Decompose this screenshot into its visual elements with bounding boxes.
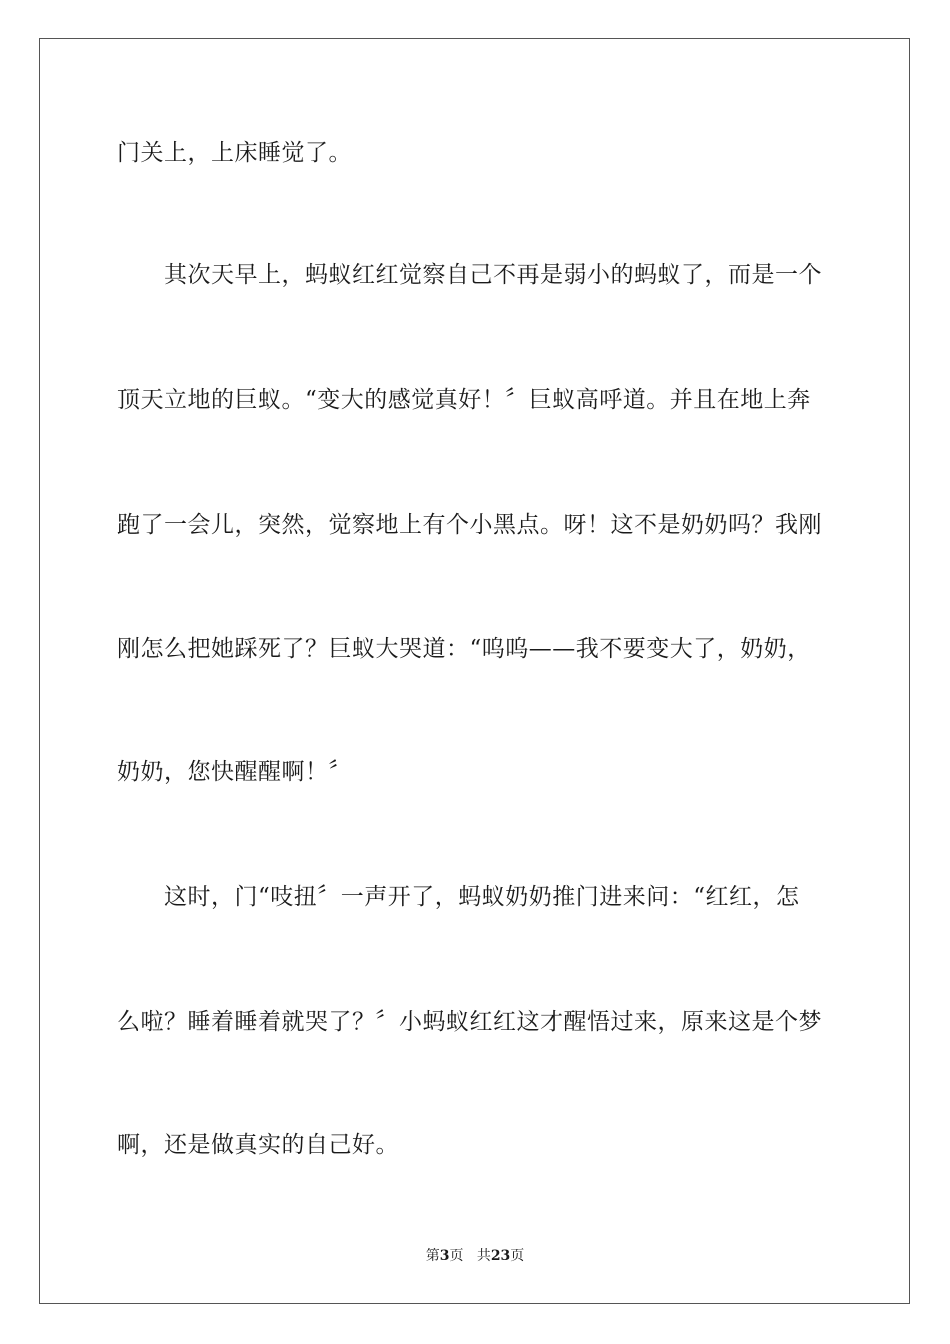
paragraph-start-line: 其次天早上，蚂蚁红红觉察自己不再是弱小的蚂蚁了，而是一个: [164, 262, 822, 288]
page-suffix: 页: [449, 1248, 464, 1264]
text-line: 顶天立地的巨蚁。“变大的感觉真好！〞巨蚁高呼道。并且在地上奔: [117, 387, 811, 413]
total-suffix: 页: [510, 1248, 525, 1264]
text-line: 奶奶，您快醒醒啊！〞: [117, 759, 352, 785]
paragraph-start-line: 这时，门“吱扭〞一声开了，蚂蚁奶奶推门进来问：“红红，怎: [164, 884, 800, 910]
text-line: 么啦？睡着睡着就哭了？〞小蚂蚁红红这才醒悟过来，原来这是个梦: [117, 1009, 822, 1035]
page-border: [39, 38, 910, 1304]
page-prefix: 第: [425, 1248, 440, 1264]
text-line: 刚怎么把她踩死了？巨蚁大哭道：“呜呜——我不要变大了，奶奶，: [117, 636, 811, 662]
text-line: 门关上，上床睡觉了。: [117, 140, 352, 166]
text-line: 跑了一会儿，突然，觉察地上有个小黑点。呀！这不是奶奶吗？我刚: [117, 512, 822, 538]
total-prefix: 共: [476, 1248, 491, 1264]
text-line: 啊，还是做真实的自己好。: [117, 1132, 399, 1158]
total-pages: 23: [490, 1248, 511, 1264]
page-number: 3: [439, 1248, 450, 1264]
page-footer: [0, 1247, 950, 1265]
